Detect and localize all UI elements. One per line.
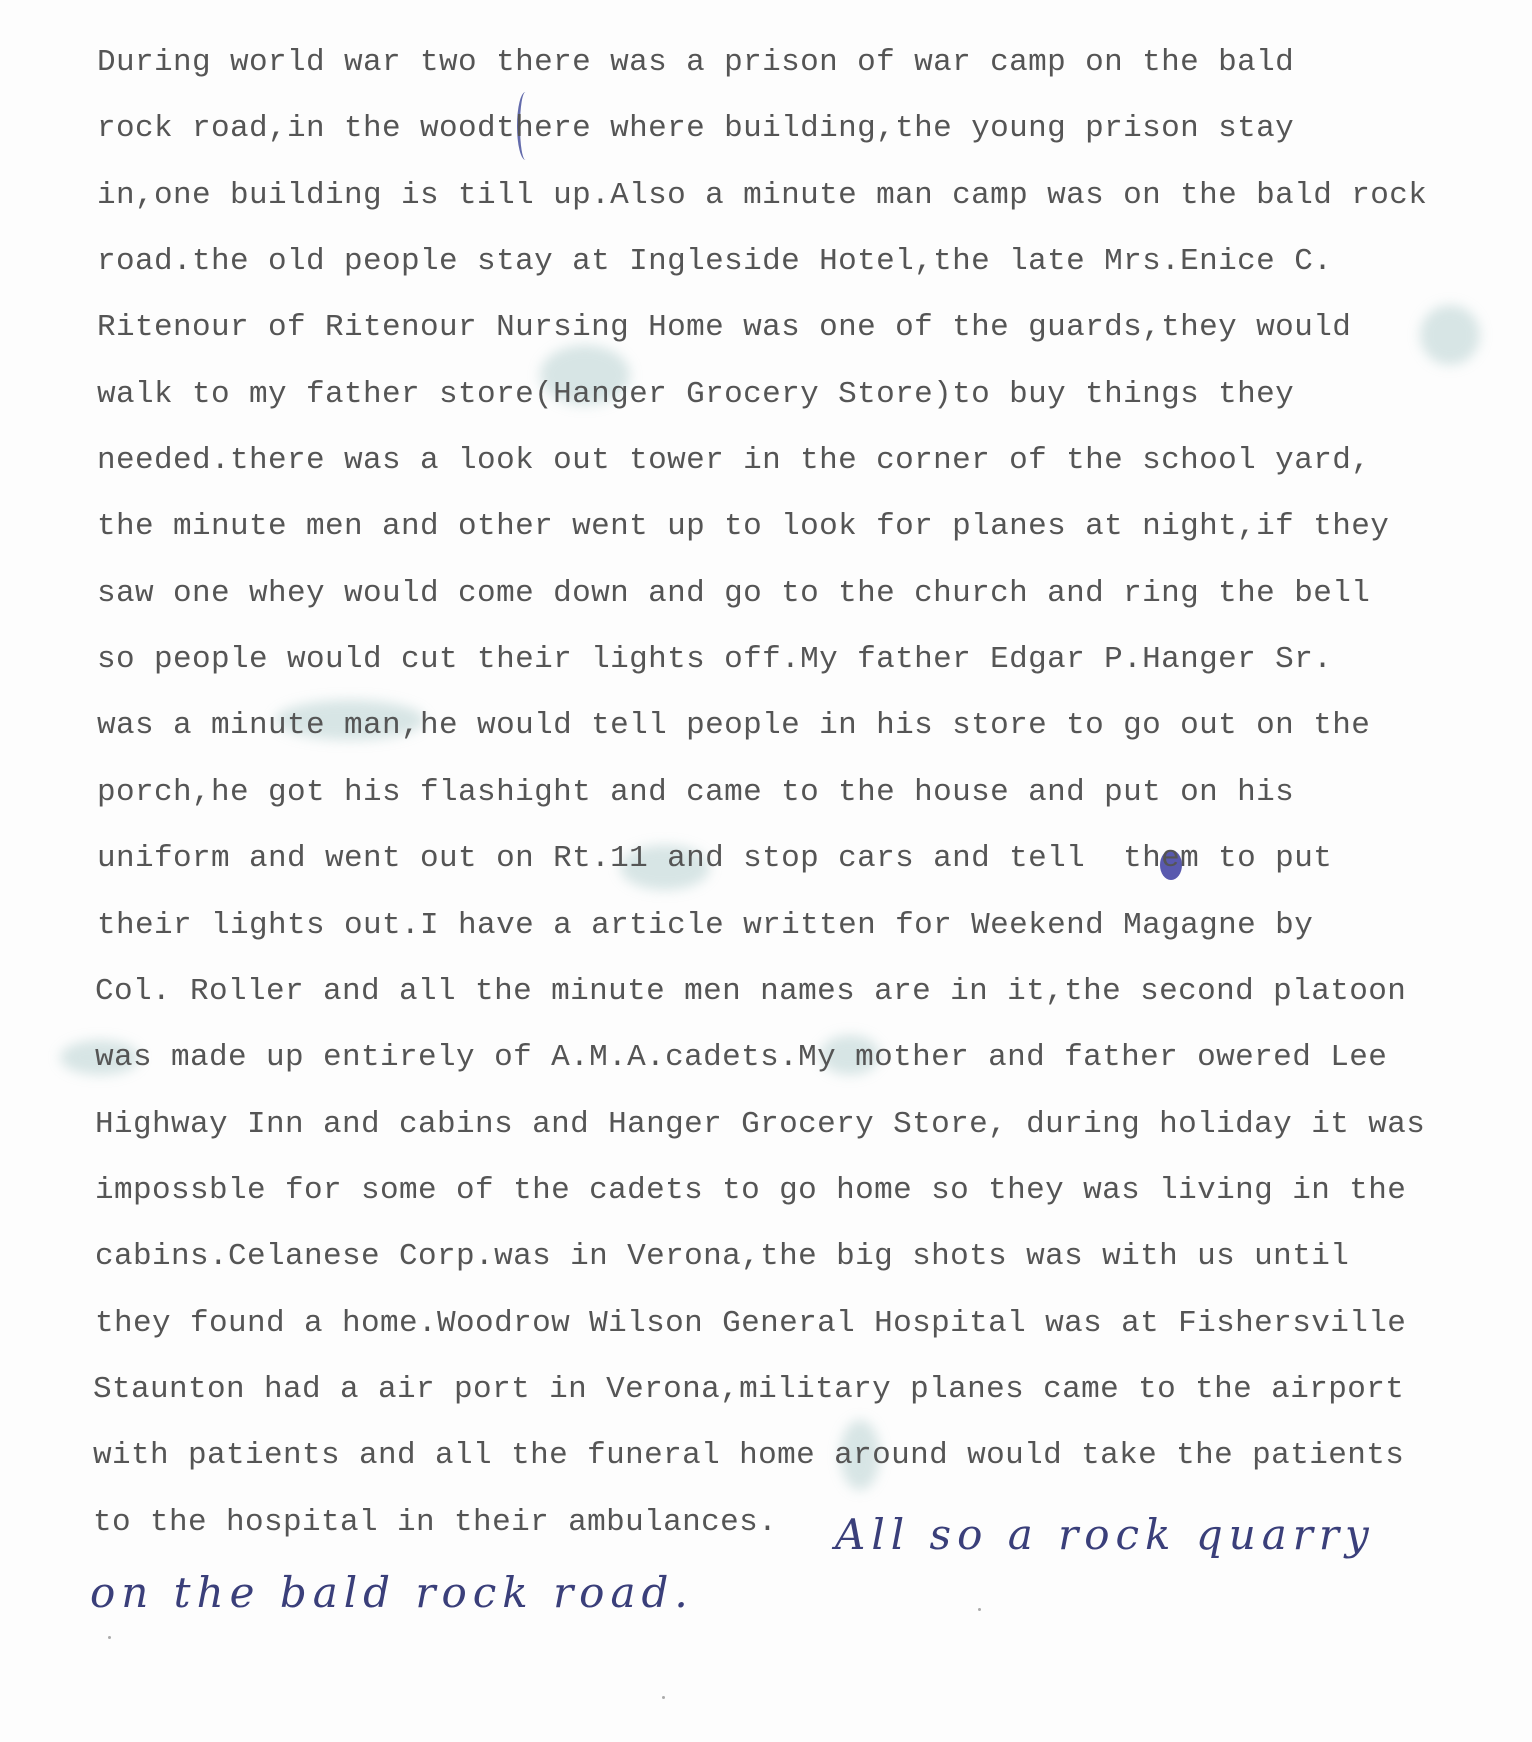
text-line: saw one whey would come down and go to the church and ring the bell (97, 576, 1371, 611)
text-line: to the hospital in their ambulances. (93, 1505, 778, 1540)
text-line: porch,he got his flashight and came to the house and put on his (97, 775, 1295, 810)
text-line: was a minute man,he would tell people in his store to go out on the (97, 708, 1371, 743)
handwritten-note-line-2: on the bald rock road. (90, 1568, 694, 1617)
text-line: rock road,in the woodthere where building,the young prison stay (97, 111, 1295, 146)
text-line: Ritenour of Ritenour Nursing Home was one of the guards,they would (97, 310, 1352, 345)
text-line: so people would cut their lights off.My father Edgar P.Hanger Sr. (97, 642, 1333, 677)
text-line: needed.there was a look out tower in the corner of the school yard, (97, 443, 1371, 478)
text-line: cabins.Celanese Corp.was in Verona,the big shots was with us until (95, 1239, 1350, 1274)
text-line: Col. Roller and all the minute men names are in it,the second platoon (95, 974, 1407, 1009)
text-line: with patients and all the funeral home around would take the patients (93, 1438, 1405, 1473)
text-line: the minute men and other went up to look for planes at night,if they (97, 509, 1390, 544)
handwritten-note-line-1: All so a rock quarry (835, 1510, 1375, 1559)
text-line: Staunton had a air port in Verona,military planes came to the airport (93, 1372, 1405, 1407)
text-line: walk to my father store(Hanger Grocery Store)to buy things they (97, 377, 1295, 412)
text-line: Highway Inn and cabins and Hanger Grocery Store, during holiday it was (95, 1107, 1426, 1142)
text-line: was made up entirely of A.M.A.cadets.My mother and father owered Lee (95, 1040, 1388, 1075)
text-line: they found a home.Woodrow Wilson General Hospital was at Fishersville (95, 1306, 1407, 1341)
text-line: their lights out.I have a article written for Weekend Magagne by (97, 908, 1314, 943)
text-line: road.the old people stay at Ingleside Hotel,the late Mrs.Enice C. (97, 244, 1333, 279)
text-line: uniform and went out on Rt.11 and stop cars and tell them to put (97, 841, 1333, 876)
text-line: in,one building is till up.Also a minute man camp was on the bald rock (97, 178, 1428, 213)
text-line: impossble for some of the cadets to go home so they was living in the (95, 1173, 1407, 1208)
text-line: During world war two there was a prison of war camp on the bald (97, 45, 1295, 80)
